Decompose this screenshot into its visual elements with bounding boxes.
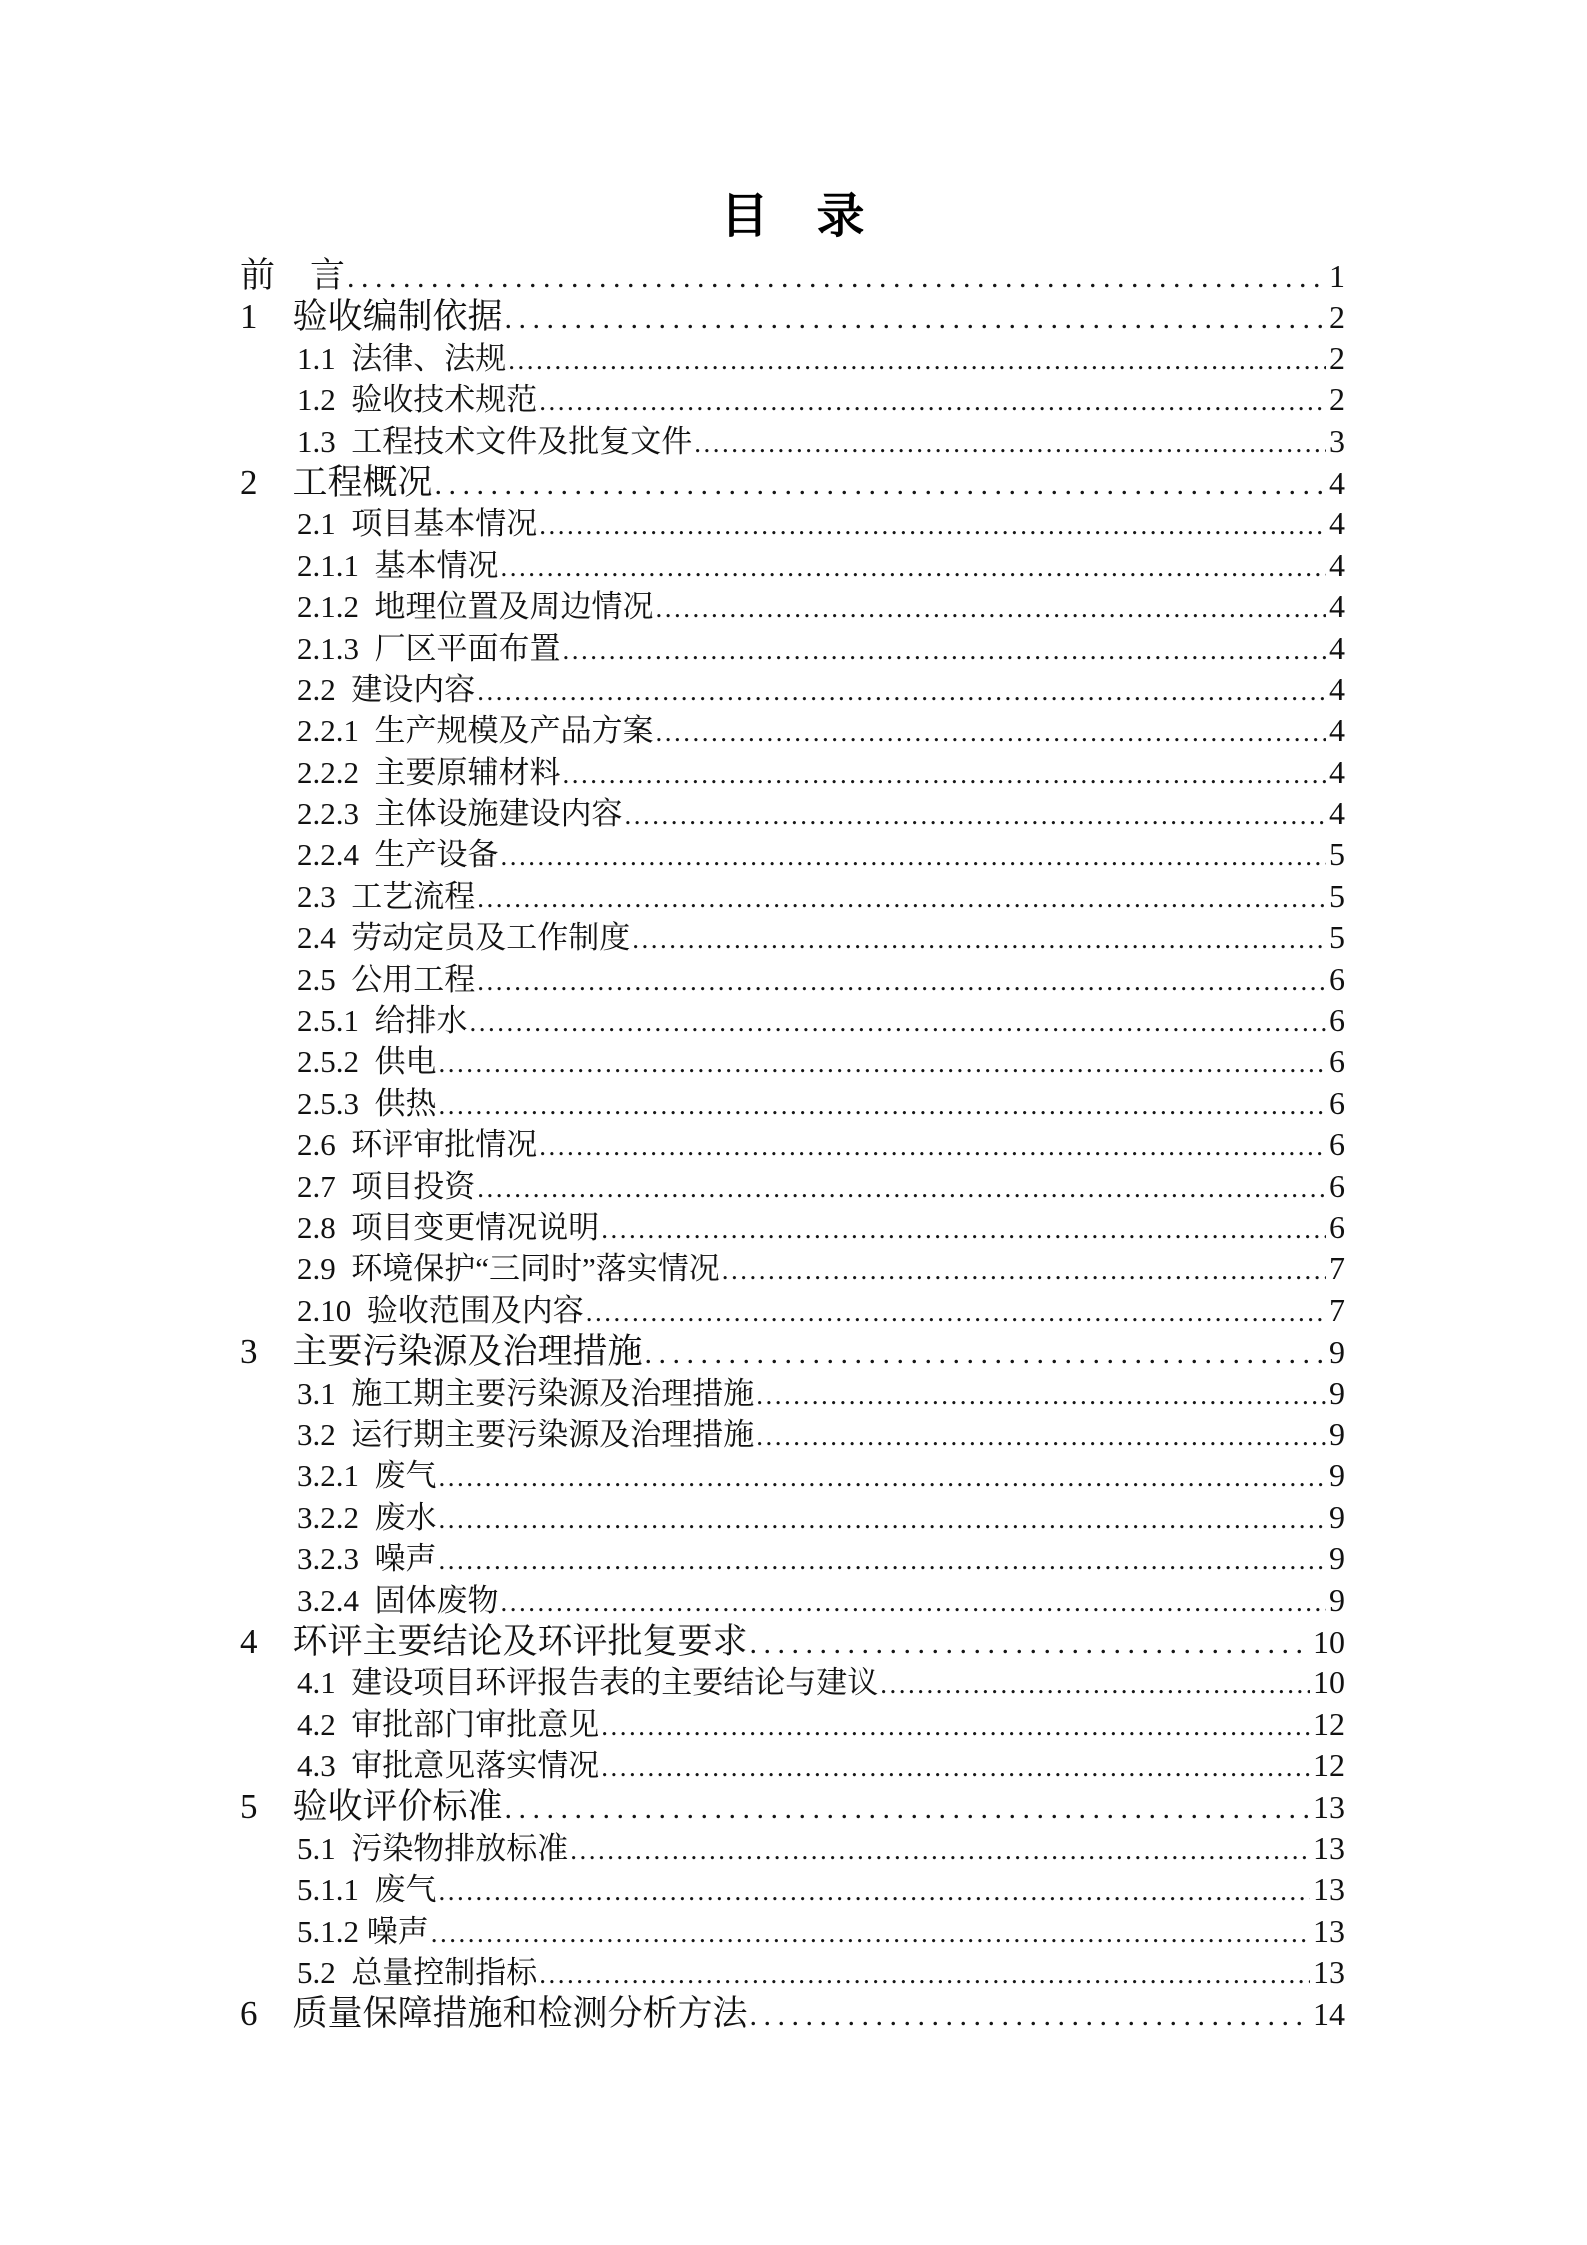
entry-label: 2.2 建设内容 xyxy=(297,671,476,707)
page-number: 1 xyxy=(1329,258,1345,294)
dot-leader xyxy=(694,421,1326,464)
entry-label: 3.2.3 噪声 xyxy=(297,1541,437,1577)
toc-entry[interactable] xyxy=(240,1083,1345,1124)
dot-leader xyxy=(439,1869,1311,1912)
entry-label: 2.1 项目基本情况 xyxy=(297,506,538,542)
toc-entry[interactable] xyxy=(240,1166,1345,1207)
page-number: 2 xyxy=(1329,299,1345,336)
dot-leader xyxy=(601,1207,1326,1250)
entry-label: 1.1 法律、法规 xyxy=(297,340,507,376)
page-number: 13 xyxy=(1313,1954,1345,1991)
toc-entry[interactable] xyxy=(240,1869,1345,1910)
page-number: 4 xyxy=(1329,629,1345,666)
entry-label: 2.5.1 给排水 xyxy=(297,1003,468,1039)
dot-leader xyxy=(756,1373,1326,1416)
toc-entry[interactable] xyxy=(240,1290,1345,1331)
toc-entry[interactable] xyxy=(240,1786,1345,1827)
page-number: 4 xyxy=(1329,712,1345,749)
dot-leader xyxy=(439,1041,1327,1084)
dot-leader xyxy=(880,1662,1310,1705)
dot-leader xyxy=(586,1290,1326,1333)
dot-leader xyxy=(477,959,1326,1002)
entry-label: 5.1 污染物排放标准 xyxy=(297,1830,569,1866)
dot-leader xyxy=(347,255,1326,298)
entry-label: 3.1 施工期主要污染源及治理措施 xyxy=(297,1375,755,1411)
page-number: 5 xyxy=(1329,836,1345,873)
toc-entry[interactable] xyxy=(240,1621,1345,1662)
entry-label: 3 主要污染源及治理措施 xyxy=(240,1332,643,1372)
page-number: 9 xyxy=(1329,1415,1345,1452)
page-number: 4 xyxy=(1329,546,1345,583)
toc-entry[interactable] xyxy=(240,669,1345,710)
toc-entry[interactable] xyxy=(240,1580,1345,1621)
toc-entry[interactable] xyxy=(240,752,1345,793)
toc-entry[interactable] xyxy=(240,710,1345,751)
dot-leader xyxy=(656,710,1327,753)
toc-entry[interactable] xyxy=(240,255,1345,296)
toc-entry[interactable] xyxy=(240,1124,1345,1165)
page-number: 2 xyxy=(1329,381,1345,418)
dot-leader xyxy=(632,917,1326,960)
entry-label: 2.3 工艺流程 xyxy=(297,878,476,914)
page-number: 10 xyxy=(1313,1623,1345,1660)
toc-entry[interactable] xyxy=(240,1911,1345,1952)
page-number: 6 xyxy=(1329,1084,1345,1121)
page-number: 12 xyxy=(1313,1705,1345,1742)
entry-label: 4.3 审批意见落实情况 xyxy=(297,1748,600,1784)
dot-leader xyxy=(539,503,1326,546)
entry-label: 6 质量保障措施和检测分析方法 xyxy=(240,1994,748,2034)
toc-title: 目 录 xyxy=(720,190,865,243)
toc-entry[interactable] xyxy=(240,296,1345,337)
page-number: 9 xyxy=(1329,1457,1345,1494)
entry-label: 2.10 验收范围及内容 xyxy=(297,1292,584,1328)
entry-label: 2.4 劳动定员及工作制度 xyxy=(297,920,631,956)
dot-leader xyxy=(501,1580,1327,1623)
toc-entry[interactable] xyxy=(240,338,1345,379)
entry-label: 4 环评主要结论及环评批复要求 xyxy=(240,1621,748,1661)
entry-label: 2.8 项目变更情况说明 xyxy=(297,1209,600,1245)
dot-leader xyxy=(505,296,1326,339)
entry-label: 2.1.2 地理位置及周边情况 xyxy=(297,589,654,625)
toc-entry[interactable] xyxy=(240,1993,1345,2034)
entry-label: 1.3 工程技术文件及批复文件 xyxy=(297,423,693,459)
page-number: 4 xyxy=(1329,505,1345,542)
entry-label: 2.2.2 主要原辅材料 xyxy=(297,754,561,790)
dot-leader xyxy=(750,1993,1310,2036)
entry-label: 2.5.2 供电 xyxy=(297,1044,437,1080)
dot-leader xyxy=(477,1166,1326,1209)
dot-leader xyxy=(431,1911,1310,1954)
entry-label: 4.2 审批部门审批意见 xyxy=(297,1706,600,1742)
toc-entry[interactable] xyxy=(240,1455,1345,1496)
dot-leader xyxy=(477,876,1326,919)
page-number: 9 xyxy=(1329,1498,1345,1535)
dot-leader xyxy=(750,1621,1310,1664)
toc-entry[interactable] xyxy=(240,917,1345,958)
dot-leader xyxy=(508,338,1326,381)
dot-leader xyxy=(470,1000,1327,1043)
entry-label: 5.1.1 废气 xyxy=(297,1872,437,1908)
toc-entry[interactable] xyxy=(240,1662,1345,1703)
page-number: 13 xyxy=(1313,1912,1345,1949)
toc-entry[interactable] xyxy=(240,1497,1345,1538)
dot-leader xyxy=(439,1083,1327,1126)
dot-leader xyxy=(656,586,1327,629)
entry-label: 3.2 运行期主要污染源及治理措施 xyxy=(297,1416,755,1452)
dot-leader xyxy=(501,834,1327,877)
entry-label: 4.1 建设项目环评报告表的主要结论与建议 xyxy=(297,1665,879,1701)
page-number: 12 xyxy=(1313,1747,1345,1784)
page-number: 14 xyxy=(1313,1996,1345,2033)
entry-label: 2.2.3 主体设施建设内容 xyxy=(297,796,623,832)
entry-label: 5 验收评价标准 xyxy=(240,1787,503,1827)
entry-label: 5.2 总量控制指标 xyxy=(297,1955,538,1991)
toc-entry[interactable] xyxy=(240,876,1345,917)
dot-leader xyxy=(435,462,1326,505)
entry-label: 1.2 验收技术规范 xyxy=(297,382,538,418)
page-number: 7 xyxy=(1329,1291,1345,1328)
dot-leader xyxy=(477,669,1326,712)
dot-leader xyxy=(505,1786,1310,1829)
toc-entry[interactable] xyxy=(240,1952,1345,1993)
dot-leader xyxy=(501,545,1327,588)
toc-entry[interactable] xyxy=(240,834,1345,875)
page-number: 4 xyxy=(1329,753,1345,790)
toc-entry[interactable] xyxy=(240,462,1345,503)
toc-entry[interactable] xyxy=(240,1745,1345,1786)
page-number: 6 xyxy=(1329,1208,1345,1245)
dot-leader xyxy=(645,1331,1326,1374)
dot-leader xyxy=(563,628,1327,671)
page-number: 4 xyxy=(1329,670,1345,707)
page-number: 4 xyxy=(1329,588,1345,625)
toc-entry[interactable] xyxy=(240,1207,1345,1248)
toc-entry[interactable] xyxy=(240,379,1345,420)
dot-leader xyxy=(570,1828,1310,1871)
dot-leader xyxy=(625,793,1327,836)
toc-entry[interactable] xyxy=(240,421,1345,462)
page-number: 9 xyxy=(1329,1540,1345,1577)
dot-leader xyxy=(539,379,1326,422)
toc-entry[interactable] xyxy=(240,1414,1345,1455)
page-number: 13 xyxy=(1313,1789,1345,1826)
dot-leader xyxy=(439,1538,1327,1581)
entry-label: 2.2.4 生产设备 xyxy=(297,837,499,873)
page-number: 10 xyxy=(1313,1664,1345,1701)
page-number: 5 xyxy=(1329,877,1345,914)
page-number: 6 xyxy=(1329,1002,1345,1039)
page-number: 2 xyxy=(1329,339,1345,376)
dot-leader xyxy=(539,1124,1326,1167)
toc-entry[interactable] xyxy=(240,586,1345,627)
toc-entry[interactable] xyxy=(240,1373,1345,1414)
toc-entry[interactable] xyxy=(240,1704,1345,1745)
page-number: 3 xyxy=(1329,422,1345,459)
page-number: 9 xyxy=(1329,1334,1345,1371)
entry-label: 5.1.2 噪声 xyxy=(297,1913,429,1949)
entry-label: 3.2.4 固体废物 xyxy=(297,1582,499,1618)
entry-label: 2.5 公用工程 xyxy=(297,961,476,997)
toc-entry[interactable] xyxy=(240,1000,1345,1041)
page-number: 9 xyxy=(1329,1374,1345,1411)
entry-label: 2 工程概况 xyxy=(240,462,433,502)
page-number: 4 xyxy=(1329,795,1345,832)
page-number: 5 xyxy=(1329,919,1345,956)
page-number: 6 xyxy=(1329,1043,1345,1080)
toc-entry[interactable] xyxy=(240,545,1345,586)
toc-entry[interactable] xyxy=(240,1828,1345,1869)
page-number: 6 xyxy=(1329,1167,1345,1204)
dot-leader xyxy=(439,1455,1327,1498)
entry-label: 1 验收编制依据 xyxy=(240,297,503,337)
dot-leader xyxy=(539,1952,1310,1995)
dot-leader xyxy=(439,1497,1327,1540)
entry-label: 2.1.1 基本情况 xyxy=(297,547,499,583)
toc-entry[interactable] xyxy=(240,793,1345,834)
dot-leader xyxy=(722,1248,1326,1291)
entry-label: 2.2.1 生产规模及产品方案 xyxy=(297,713,654,749)
page-number: 13 xyxy=(1313,1871,1345,1908)
dot-leader xyxy=(601,1745,1310,1788)
page-number: 6 xyxy=(1329,1126,1345,1163)
dot-leader xyxy=(756,1414,1326,1457)
entry-label: 2.5.3 供热 xyxy=(297,1085,437,1121)
entry-label: 2.7 项目投资 xyxy=(297,1168,476,1204)
dot-leader xyxy=(563,752,1327,795)
toc-entry[interactable] xyxy=(240,1041,1345,1082)
toc-list xyxy=(240,255,1345,2035)
toc-entry[interactable] xyxy=(240,503,1345,544)
toc-entry[interactable] xyxy=(240,1248,1345,1289)
page-number: 7 xyxy=(1329,1250,1345,1287)
toc-entry[interactable] xyxy=(240,1331,1345,1372)
entry-label: 2.9 环境保护“三同时”落实情况 xyxy=(297,1251,720,1287)
entry-label: 2.1.3 厂区平面布置 xyxy=(297,630,561,666)
page-number: 6 xyxy=(1329,960,1345,997)
entry-label: 3.2.2 废水 xyxy=(297,1499,437,1535)
dot-leader xyxy=(601,1704,1310,1747)
toc-entry[interactable] xyxy=(240,959,1345,1000)
entry-label: 2.6 环评审批情况 xyxy=(297,1127,538,1163)
page-number: 13 xyxy=(1313,1829,1345,1866)
entry-label: 前 言 xyxy=(240,256,346,295)
entry-label: 3.2.1 废气 xyxy=(297,1458,437,1494)
page-number: 9 xyxy=(1329,1581,1345,1618)
page-number: 4 xyxy=(1329,464,1345,501)
toc-entry[interactable] xyxy=(240,628,1345,669)
toc-entry[interactable] xyxy=(240,1538,1345,1579)
